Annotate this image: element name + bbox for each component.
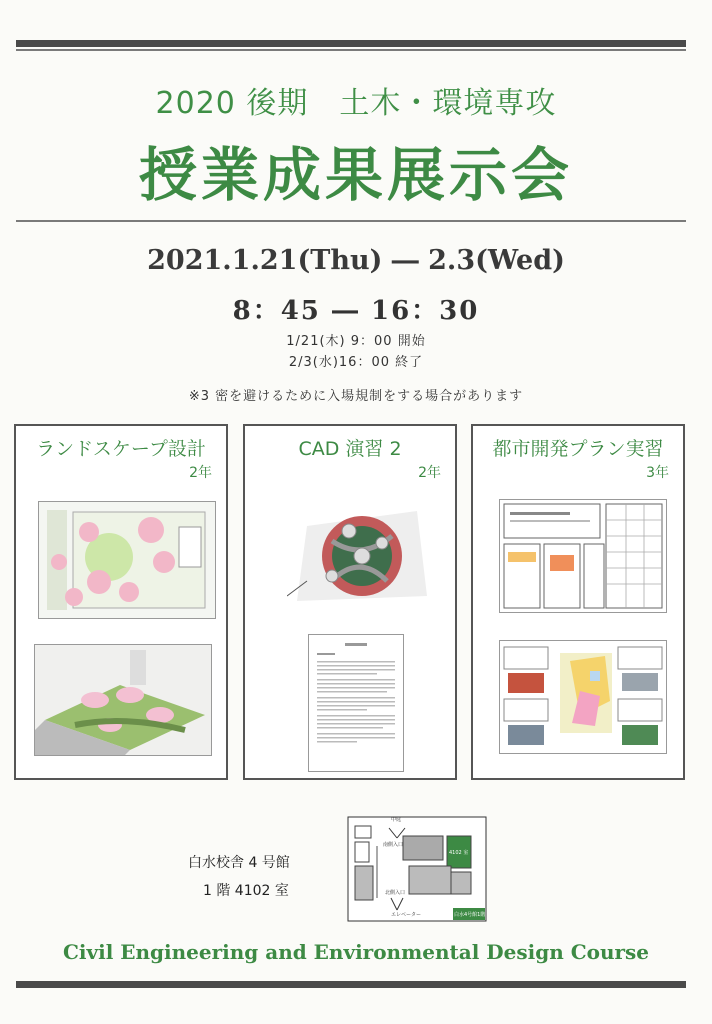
- panel-year: 2年: [418, 465, 441, 481]
- map-label-building-floor: 白水4号館1階: [454, 912, 486, 918]
- panel-cad-exercise: [243, 424, 457, 780]
- top-thin-rule: [16, 49, 686, 51]
- landscape-plan-image: [38, 501, 216, 619]
- panel-landscape-design: [14, 424, 228, 780]
- top-rule: [16, 40, 686, 47]
- panel-year: 2年: [189, 465, 212, 481]
- venue-building: 白水校舎 4 号館: [188, 855, 290, 871]
- exhibition-hours: 8：45 ― 16：30: [232, 296, 480, 326]
- venue-room: 1 階 4102 室: [203, 883, 289, 899]
- course-name: Civil Engineering and Environmental Design Course: [62, 940, 650, 964]
- page-title: 授業成果展示会: [138, 141, 573, 209]
- map-label-room-4102: 4102 室: [449, 850, 469, 856]
- bottom-rule: [16, 981, 686, 988]
- urban-plan-sheet-1: [499, 499, 667, 613]
- landscape-3d-image: [34, 644, 212, 756]
- panel-title: CAD 演習 2: [298, 438, 402, 460]
- exhibition-dates: 2021.1.21(Thu) ― 2.3(Wed): [147, 245, 565, 276]
- panel-year: 3年: [646, 465, 669, 481]
- title-rule: [16, 220, 686, 222]
- map-label-elevator: エレベーター: [391, 912, 422, 918]
- map-label-south-entrance: 南側入口: [383, 842, 404, 848]
- map-label-courtyard: 中庭: [391, 817, 402, 823]
- cad-plan-image: [287, 501, 437, 611]
- start-note: 1/21(木) 9：00 開始: [286, 334, 426, 349]
- semester-subtitle: 2020 後期 土木・環境専攻: [155, 86, 557, 121]
- map-label-north-entrance: 北側入口: [385, 890, 406, 896]
- panel-title: 都市開発プラン実習: [492, 438, 664, 460]
- panel-urban-development: [471, 424, 685, 780]
- cad-document-image: [308, 634, 404, 772]
- end-note: 2/3(水)16：00 終了: [288, 355, 424, 370]
- entry-warning: ※3 密を避けるために入場規制をする場合があります: [188, 389, 524, 404]
- urban-plan-sheet-2: [499, 640, 667, 754]
- panel-title: ランドスケープ設計: [36, 438, 206, 460]
- floor-map: [347, 816, 487, 922]
